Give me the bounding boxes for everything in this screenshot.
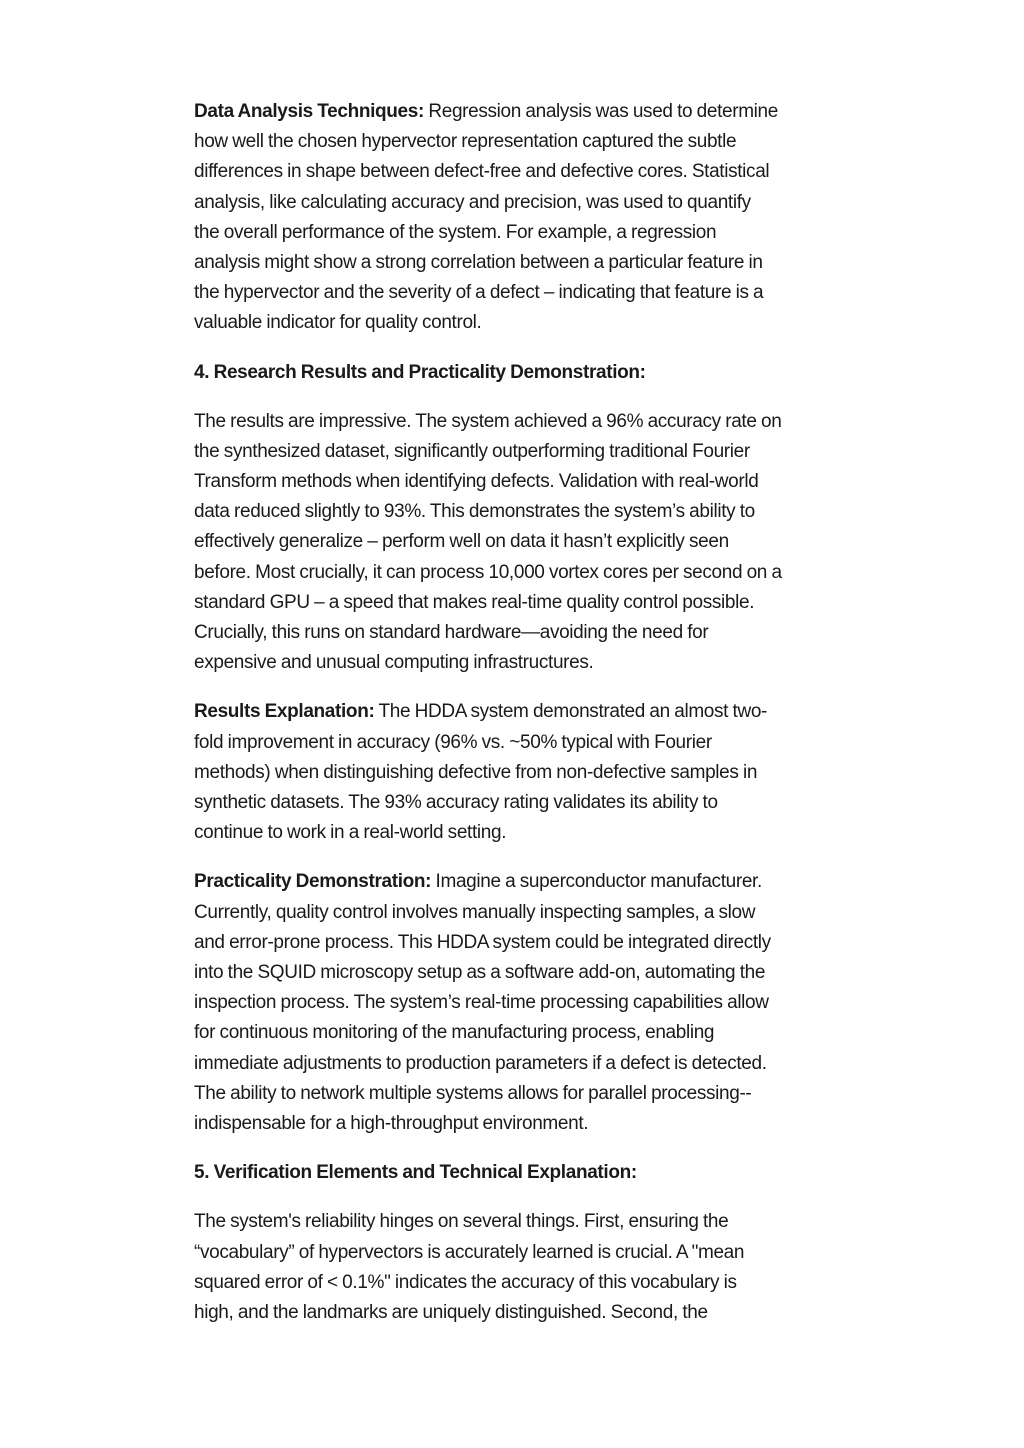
paragraph-label: Data Analysis Techniques:: [194, 101, 424, 122]
text-line: methods) when distinguishing defective from non-defective samples in: [194, 761, 758, 783]
text-line: for continuous monitoring of the manufacturing process, enabling: [194, 1022, 715, 1044]
document-page: [194, 97, 844, 1347]
paragraph-label: Practicality Demonstration:: [194, 871, 432, 893]
text-line: inspection process. The system’s real-time processing capabilities allow: [194, 992, 769, 1014]
text-line: how well the chosen hypervector representation captured the subtle: [194, 131, 737, 153]
text-line: immediate adjustments to production parameters if a defect is detected.: [194, 1052, 767, 1074]
text-line: before. Most crucially, it can process 10,000 vortex cores per second on a: [194, 561, 782, 583]
paragraph-data-analysis-techniques: [194, 97, 844, 339]
text-line: the hypervector and the severity of a defect – indicating that feature is a: [194, 282, 764, 304]
text-line: analysis, like calculating accuracy and precision, was used to quantify: [194, 191, 751, 213]
text-line: continue to work in a real-world setting.: [194, 822, 507, 844]
paragraph-practicality-demonstration: [194, 867, 844, 1139]
text-line: into the SQUID microscopy setup as a software add-on, automating the: [194, 962, 766, 984]
text-line: the overall performance of the system. For example, a regression: [194, 221, 717, 243]
text-line: valuable indicator for quality control.: [194, 312, 482, 334]
text-line: standard GPU – a speed that makes real-time quality control possible.: [194, 591, 755, 613]
section-heading-verification-elements: 5. Verification Elements and Technical Explanation:: [194, 1162, 637, 1184]
text-line: effectively generalize – perform well on data it hasn’t explicitly seen: [194, 531, 729, 553]
text-line: and error-prone process. This HDDA system could be integrated directly: [194, 931, 771, 953]
text-line: squared error of < 0.1%" indicates the accuracy of this vocabulary is: [194, 1271, 737, 1293]
paragraph-verification: [194, 1207, 844, 1328]
paragraph-label: Results Explanation:: [194, 701, 375, 723]
text-line: Practicality Demonstration: Imagine a superconductor manufacturer.: [194, 871, 762, 893]
text-line: “vocabulary” of hypervectors is accurately learned is crucial. A "mean: [194, 1241, 745, 1263]
text-line: The ability to network multiple systems allows for parallel processing--: [194, 1082, 752, 1104]
text-line: The results are impressive. The system achieved a 96% accuracy rate on: [194, 410, 782, 432]
text-line: Data Analysis Techniques: Regression analysis was used to determine: [194, 101, 778, 122]
paragraph-results-explanation: [194, 697, 844, 848]
text-line: synthetic datasets. The 93% accuracy rating validates its ability to: [194, 792, 718, 814]
text-line: data reduced slightly to 93%. This demonstrates the system’s ability to: [194, 501, 755, 523]
text-line: The system's reliability hinges on several things. First, ensuring the: [194, 1211, 729, 1233]
text-line: indispensable for a high-throughput environment.: [194, 1113, 589, 1135]
text-line: expensive and unusual computing infrastructures.: [194, 652, 594, 674]
text-line: Currently, quality control involves manually inspecting samples, a slow: [194, 901, 756, 923]
section-heading-research-results: 4. Research Results and Practicality Demonstration:: [194, 361, 646, 383]
text-line: fold improvement in accuracy (96% vs. ~50% typical with Fourier: [194, 731, 712, 753]
text-line: Results Explanation: The HDDA system demonstrated an almost two-: [194, 701, 768, 723]
text-line: differences in shape between defect-free and defective cores. Statistical: [194, 161, 770, 183]
text-line: analysis might show a strong correlation between a particular feature in: [194, 252, 763, 274]
text-line: the synthesized dataset, significantly outperforming traditional Fourier: [194, 440, 750, 462]
text-line: high, and the landmarks are uniquely distinguished. Second, the: [194, 1301, 708, 1323]
text-line: Crucially, this runs on standard hardware—avoiding the need for: [194, 622, 709, 644]
text-line: Transform methods when identifying defects. Validation with real-world: [194, 471, 759, 493]
paragraph-results: [194, 407, 844, 679]
